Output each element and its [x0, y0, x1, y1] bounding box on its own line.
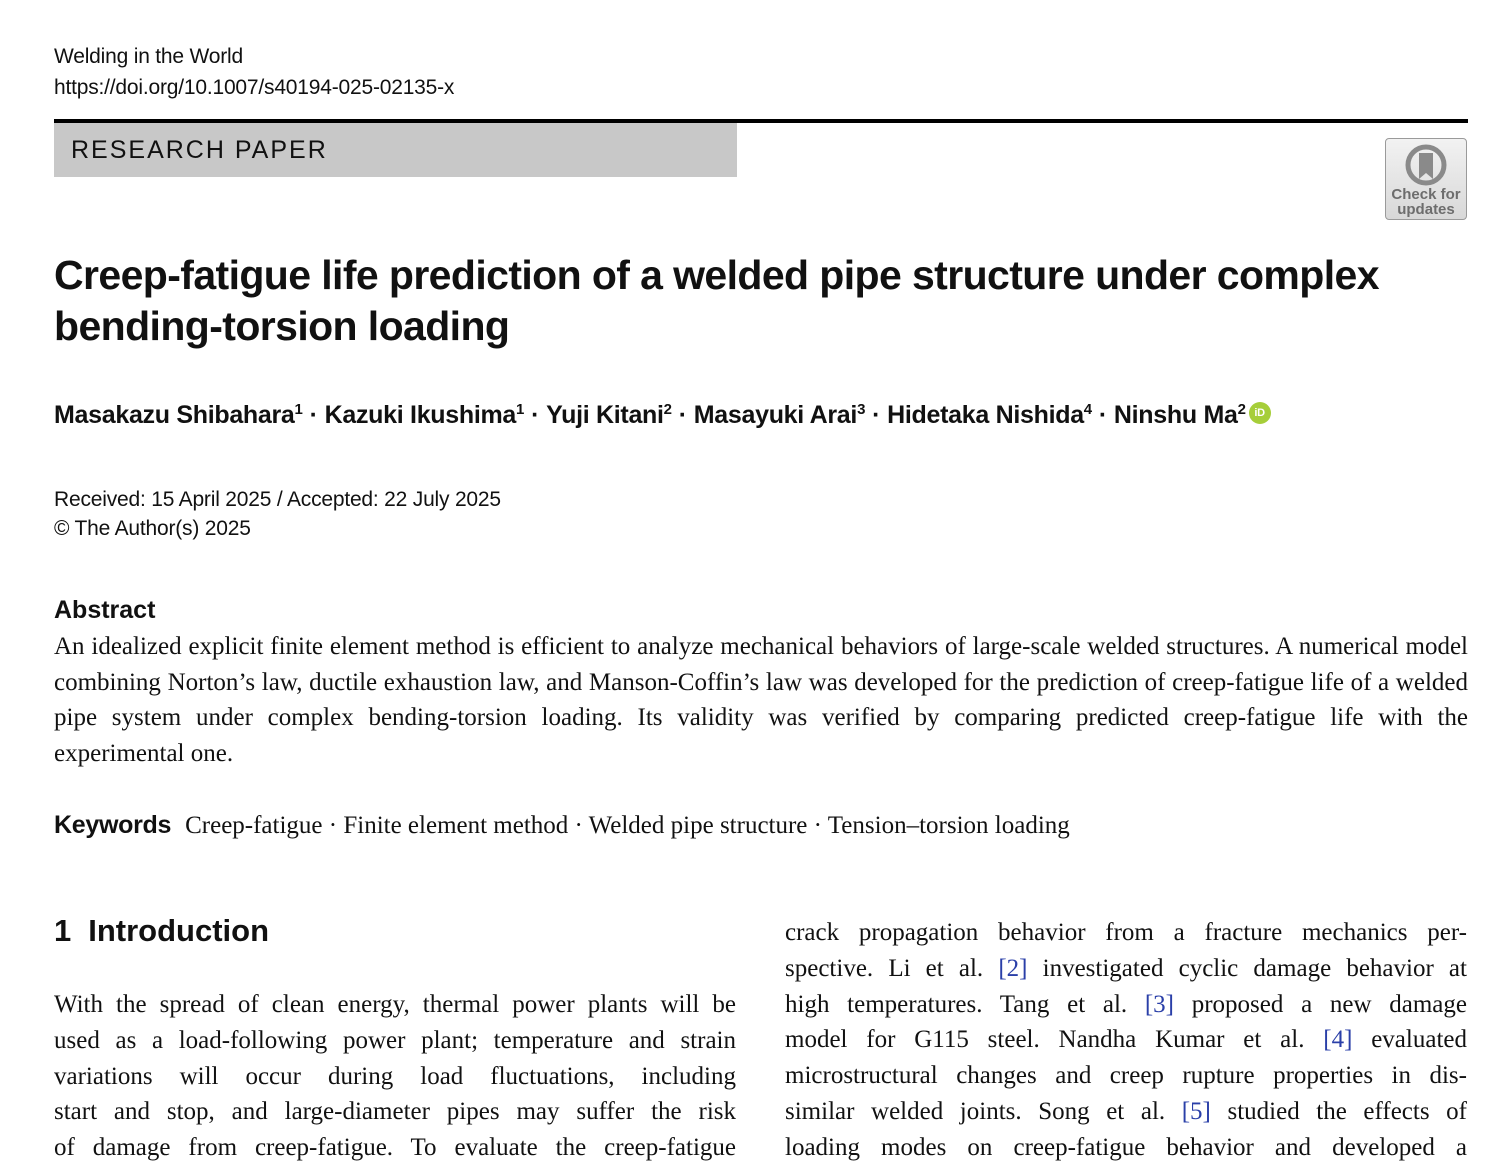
body-line: variations will occur during load fluctuations, including [54, 1062, 736, 1090]
author-separator: · [678, 401, 687, 429]
citation-link[interactable]: [2] [998, 954, 1028, 982]
body-right-column [785, 915, 1467, 1166]
body-text: proposed a new damage [1174, 990, 1467, 1018]
author-name[interactable]: Ninshu Ma [1113, 401, 1238, 429]
journal-name: Welding in the World [54, 45, 243, 68]
body-text: evaluated [1352, 1026, 1467, 1054]
orcid-icon[interactable]: iD [1249, 402, 1271, 424]
doi-link[interactable]: https://doi.org/10.1007/s40194-025-02135-x [54, 76, 455, 99]
check-updates-line2: updates [1397, 201, 1455, 218]
keywords-list: Creep-fatigue · Finite element method · Welded pipe structure · Tension–torsion loading [185, 812, 1070, 839]
body-line: start and stop, and large-diameter pipes may suffer the risk [54, 1098, 736, 1126]
author-name[interactable]: Kazuki Ikushima [324, 401, 517, 429]
body-text: similar welded joints. Song et al. [785, 1097, 1182, 1125]
body-text: high temperatures. Tang et al. [785, 990, 1145, 1018]
copyright-notice: © The Author(s) 2025 [54, 517, 251, 540]
affiliation-mark: 1 [294, 401, 303, 418]
affiliation-mark: 4 [1083, 401, 1092, 418]
body-line [785, 1094, 1467, 1130]
author-name[interactable]: Masakazu Shibahara [54, 401, 295, 429]
author-list [54, 398, 1271, 432]
bookmark-ring-icon [1404, 143, 1448, 187]
body-line: With the spread of clean energy, thermal power plants will be [54, 991, 736, 1018]
citation-link[interactable]: [3] [1144, 990, 1175, 1018]
publication-dates [54, 485, 501, 543]
body-line: crack propagation behavior from a fracture mechanics per- [785, 919, 1467, 946]
article-type-banner: RESEARCH PAPER [54, 123, 737, 177]
body-text: spective. Li et al. [785, 954, 999, 982]
affiliation-mark: 2 [663, 401, 672, 418]
body-line: used as a load-following power plant; temperature and strain [54, 1026, 736, 1054]
section-heading [54, 910, 269, 952]
keywords-label: Keywords [54, 811, 172, 839]
abstract-text: An idealized explicit finite element method is efficient to analyze mechanical behaviors of large-scale welded structures. A numerical model combining Norton’s law, ductile exhaustion law, and Manson-Coffin’s law was developed for the prediction of creep-fatigue life of a welded pipe system under complex bending-torsion loading. Its validity was verified by comparing predicted creep-fatigue life with the experimental one. [54, 633, 1468, 768]
check-updates-line1: Check for [1391, 186, 1461, 203]
section-number: 1 [54, 913, 72, 948]
author-name[interactable]: Hidetaka Nishida [887, 401, 1084, 429]
check-for-updates-badge[interactable] [1385, 138, 1467, 220]
author-separator: · [531, 401, 540, 429]
body-line [785, 951, 1467, 987]
section-title: Introduction [88, 913, 270, 948]
paper-title [54, 250, 1454, 352]
body-text: studied the effects of [1210, 1097, 1467, 1125]
author-separator: · [872, 401, 881, 429]
affiliation-mark: 3 [857, 401, 866, 418]
author-name[interactable]: Masayuki Arai [693, 401, 858, 429]
citation-link[interactable]: [4] [1323, 1026, 1353, 1054]
author-name[interactable]: Yuji Kitani [546, 401, 664, 429]
body-text: model for G115 steel. Nandha Kumar et al. [785, 1026, 1324, 1054]
body-line: loading modes on creep-fatigue behavior and developed a [785, 1133, 1467, 1161]
received-accepted-dates: Received: 15 April 2025 / Accepted: 22 July 2025 [54, 488, 501, 511]
title-line: Creep-fatigue life prediction of a welded pipe structure under complex [54, 252, 1379, 298]
affiliation-mark: 2 [1237, 401, 1246, 418]
body-line [785, 987, 1467, 1023]
citation-link[interactable]: [5] [1181, 1097, 1211, 1125]
affiliation-mark: 1 [516, 401, 525, 418]
author-separator: · [309, 401, 318, 429]
body-line [785, 1022, 1467, 1058]
author-separator: · [1098, 401, 1107, 429]
abstract-heading: Abstract [54, 596, 156, 624]
body-line: of damage from creep-fatigue. To evaluate the creep-fatigue [54, 1134, 736, 1162]
body-line: microstructural changes and creep rupture properties in dis- [785, 1062, 1467, 1090]
keywords-line [54, 808, 1070, 843]
body-left-column [54, 987, 736, 1166]
title-line: bending-torsion loading [54, 303, 510, 349]
body-text: investigated cyclic damage behavior at [1027, 954, 1467, 982]
journal-header [54, 41, 454, 103]
